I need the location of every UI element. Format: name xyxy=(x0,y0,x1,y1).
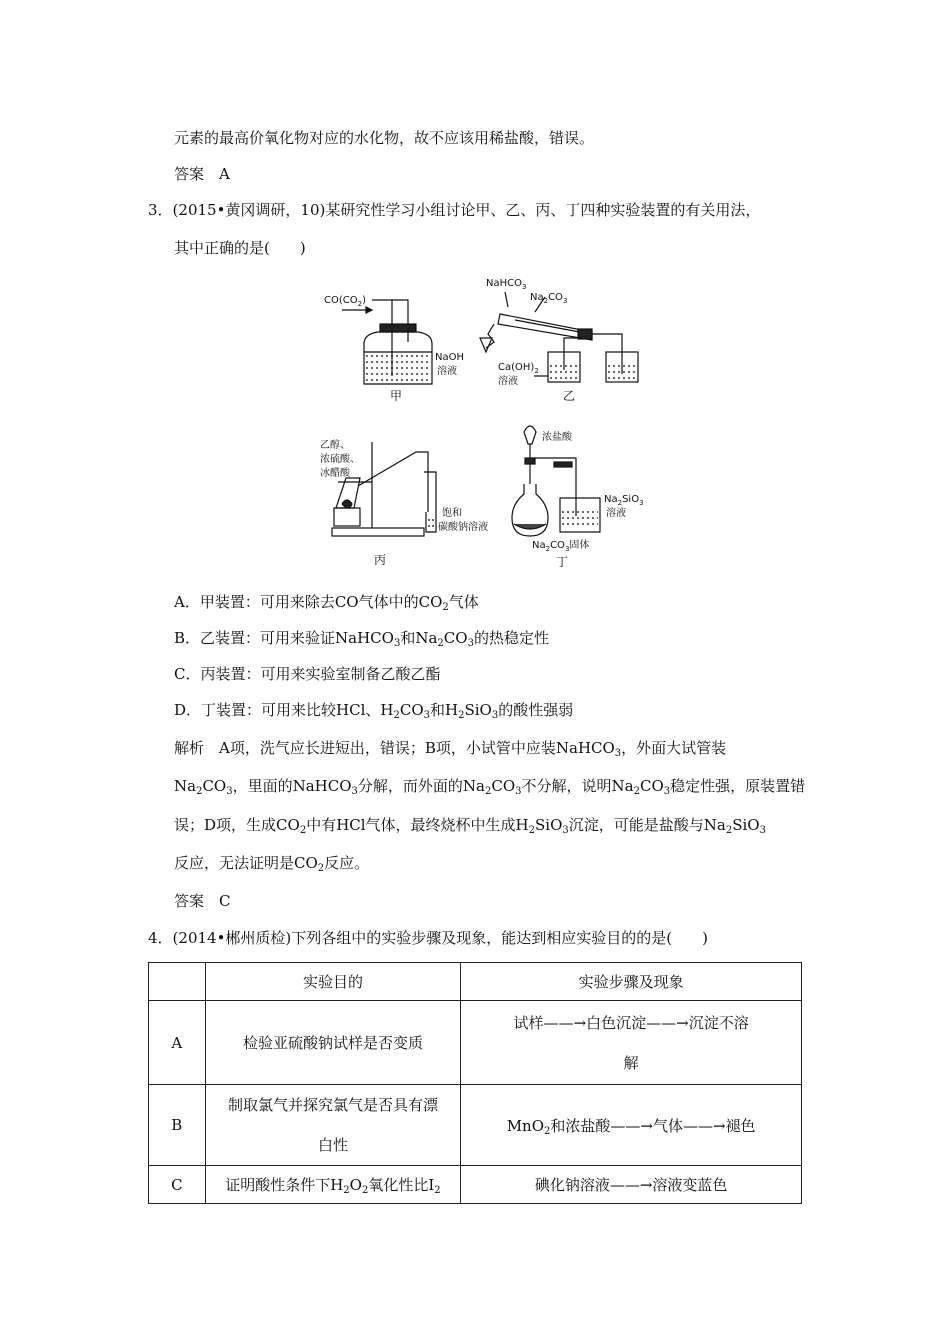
label-co-co2: $CO(CO_2)$ xyxy=(324,295,366,308)
label-ding: 丁 xyxy=(556,555,569,569)
table-row xyxy=(149,1001,802,1085)
q3-answer xyxy=(174,891,231,911)
q3-analysis-line4: 反应，无法证明是$CO_2$反应。 xyxy=(174,854,370,874)
label-conc-h2so4: 浓硫酸、 xyxy=(320,454,360,465)
row-steps: 试样——→白色沉淀——→沉淀不溶 解 xyxy=(461,1001,802,1085)
analysis-label: 解析 xyxy=(174,739,205,757)
q3-option-b: B．乙装置：可用来验证NaHCO$_3$和$Na_2CO_3$的热稳定性 xyxy=(174,629,549,649)
q3-stem-line2: 其中正确的是( ) xyxy=(174,239,306,257)
label-na2sio3-solution: 溶液 xyxy=(606,508,626,519)
label-yi: 乙 xyxy=(563,389,576,403)
label-conc-hcl: 浓盐酸 xyxy=(542,432,572,443)
row-purpose: 制取氯气并探究氯气是否具有漂 白性 xyxy=(205,1085,461,1166)
row-steps: 碘化钠溶液——→溶液变蓝色 xyxy=(461,1166,802,1204)
apparatus-figure xyxy=(320,272,650,572)
row-key: C xyxy=(149,1166,206,1204)
q4-table xyxy=(148,962,802,1204)
q3-analysis-line2: $Na_2CO_3$，里面的NaHCO$_3$分解，而外面的$Na_2CO_3$不分解，说明$Na_2CO_3$稳定性强，原装置错 xyxy=(174,777,806,797)
label-nahco3: NaHCO$_3$ xyxy=(486,278,527,291)
label-na2sio3: $Na_2SiO_3$ xyxy=(604,494,644,507)
header-steps: 实验步骤及现象 xyxy=(461,963,802,1001)
label-ethanol: 乙醇、 xyxy=(320,440,350,451)
q4-stem: 4．(2014•郴州质检)下列各组中的实验步骤及现象，能达到相应实验目的的是( ) xyxy=(148,929,708,947)
label-na2co3: $Na_2CO_3$ xyxy=(530,292,568,305)
row-purpose: 检验亚硫酸钠试样是否变质 xyxy=(205,1001,461,1085)
label-naoh: NaOH xyxy=(435,352,464,363)
row-purpose: 证明酸性条件下$H_2O_2$氧化性比$I_2$ xyxy=(205,1166,461,1204)
q3-analysis-line1: 解析 A项，洗气应长进短出，错误；B项，小试管中应装NaHCO$_3$，外面大试管装 xyxy=(174,739,727,759)
label-saturated: 饱和 xyxy=(442,508,462,519)
label-bing: 丙 xyxy=(374,553,387,567)
row-key: A xyxy=(149,1001,206,1085)
label-naoh-solution: 溶液 xyxy=(437,366,457,377)
table-row xyxy=(149,1085,802,1166)
answer-value: C xyxy=(219,892,231,910)
table-header-row xyxy=(149,963,802,1001)
label-jia: 甲 xyxy=(390,389,403,403)
label-acetic-acid: 冰醋酸 xyxy=(320,468,350,479)
q3-option-d: D．丁装置：可用来比较HCl、$H_2CO_3$和$H_2SiO_3$的酸性强弱 xyxy=(174,701,574,721)
row-steps: MnO$_2$和浓盐酸——→气体——→褪色 xyxy=(461,1085,802,1166)
table-row xyxy=(149,1166,802,1204)
label-caoh2-solution: 溶液 xyxy=(498,376,518,387)
header-purpose: 实验目的 xyxy=(205,963,461,1001)
prev-explanation-tail: 元素的最高价氧化物对应的水化物，故不应该用稀盐酸，错误。 xyxy=(174,129,595,147)
row-key: B xyxy=(149,1085,206,1166)
q3-stem-line1 xyxy=(148,200,760,220)
q3-option-a: A．甲装置：可用来除去CO气体中的$CO_2$气体 xyxy=(174,593,479,613)
answer-label: 答案 xyxy=(174,892,205,910)
q3-option-c: C．丙装置：可用来实验室制备乙酸乙酯 xyxy=(174,665,441,683)
q3-analysis-line3: 误；D项，生成$CO_2$中有HCl气体，最终烧杯中生成$H_2SiO_3$沉淀，可能是盐酸与$Na_2SiO_3$ xyxy=(174,816,766,836)
apparatus-jia xyxy=(342,300,432,384)
q3-stem-text: (2015•黄冈调研，10)某研究性学习小组讨论甲、乙、丙、丁四种实验装置的有关用法， xyxy=(172,201,761,219)
label-caoh2: $Ca(OH)_2$ xyxy=(498,362,539,375)
q4-number: 4． xyxy=(148,929,173,947)
header-empty xyxy=(149,963,206,1001)
prev-answer xyxy=(174,164,230,184)
answer-value: A xyxy=(219,165,230,183)
answer-label: 答案 xyxy=(174,165,205,183)
label-na2co3-solution: 碳酸钠溶液 xyxy=(438,522,488,533)
label-na2co3-solid: $Na_2CO_3$固体 xyxy=(532,540,590,553)
q3-number: 3． xyxy=(148,201,173,219)
